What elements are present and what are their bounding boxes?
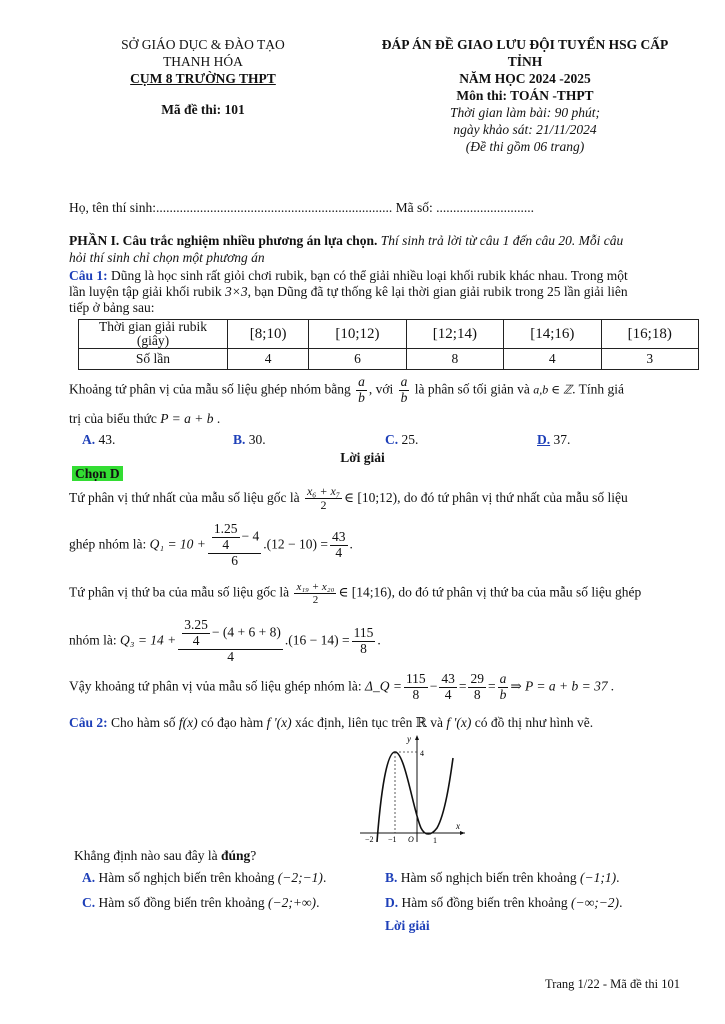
option-end: . [316, 895, 320, 910]
table-count-4: 4 [504, 349, 601, 370]
s5-eq: = [458, 678, 467, 694]
s5-frac3 [468, 672, 486, 703]
s4-end: . [377, 632, 381, 648]
s4-minus: − (4 + 6 + 8) [211, 624, 281, 640]
frac-num: 3.25 [184, 617, 208, 632]
q2-text-c: xác định, liên tục trên ℝ và [291, 715, 447, 730]
s5-end: ⇒ P = a + b = 37 . [510, 678, 615, 694]
s5-a: Vậy khoảng tứ phân vị vủa mẫu số liệu ghép nhóm là: [69, 678, 366, 694]
s4-q: Q₃ = 14 + [120, 632, 177, 648]
header-right [355, 36, 695, 155]
s5-minus: − [429, 678, 438, 694]
header-subject: Môn thi: TOÁN -THPT [456, 88, 594, 103]
q2-ask-bold: đúng [220, 848, 251, 863]
s1-b: , do đó tứ phân vị thứ nhất của mẫu số liệu [397, 489, 628, 505]
x-axis-label: x [456, 821, 460, 831]
frac-num: 43 [332, 528, 346, 544]
s4-big-frac [178, 618, 283, 665]
frac-den: b [499, 686, 507, 702]
q2-label: Câu 2: [69, 715, 108, 730]
q2-fpx: f '(x) [266, 715, 292, 730]
table-interval-4: [14;16) [504, 320, 601, 349]
q2-text-d: có đồ thị như hình vẽ. [471, 715, 594, 730]
choose-label: Chọn D [72, 466, 123, 481]
frac-den: 8 [473, 686, 481, 702]
frac-den: b [400, 389, 408, 405]
s4-a: nhóm là: [69, 632, 120, 648]
frac-den: 2 [312, 594, 319, 607]
option-key: A. [82, 432, 96, 447]
q1-line1: Dũng là học sinh rất giỏi chơi rubik, bạn có thể giải nhiều loại khối rubik khác nhau. Trong một [107, 268, 628, 283]
s2-q: Q₁ = 10 + [149, 536, 206, 552]
option-text: Hàm số nghịch biến trên khoảng [95, 870, 278, 885]
option-key: B. [233, 432, 246, 447]
frac-num: 29 [470, 671, 484, 686]
q1-solution-title: Lời giải [340, 450, 385, 465]
q1-solution-line5 [69, 672, 614, 703]
frac-den: 4 [227, 648, 234, 664]
table-interval-2: [10;12) [309, 320, 406, 349]
header-title-line2: TỈNH [507, 54, 543, 69]
frac-den: 8 [360, 640, 367, 656]
frac-num: 43 [441, 671, 455, 686]
option-interval: (−1;1) [579, 870, 617, 885]
s5-frac1 [404, 672, 428, 703]
q1-solution-line1 [69, 485, 628, 512]
q1-option-a[interactable] [82, 432, 115, 448]
option-interval: (−∞;−2) [570, 895, 620, 910]
part1-title: PHẦN I. Câu trắc nghiệm nhiều phương án lựa chọn. [69, 233, 378, 248]
frac-num: a [358, 374, 365, 389]
q2-solution-title: Lời giải [385, 918, 430, 933]
q2-option-c[interactable] [82, 895, 319, 911]
s3-frac [294, 581, 336, 606]
table-count-1: 4 [228, 349, 309, 370]
frac-den: 4 [222, 536, 230, 552]
q2-option-a[interactable] [82, 870, 326, 886]
q1-choose-badge [72, 466, 123, 482]
option-key: D. [537, 432, 551, 447]
s5-frac2 [439, 672, 457, 703]
q1-ask-d: . Tính giá [572, 381, 624, 397]
s3-b: , do đó tứ phân vị thứ ba của mẫu số liệu ghép [391, 584, 642, 600]
frac-num: x₆ + x₇ [306, 484, 341, 498]
table-interval-5: [16;18) [601, 320, 698, 349]
q2-option-d[interactable] [385, 895, 622, 911]
q2-text-a: Cho hàm số [107, 715, 179, 730]
derivative-graph [355, 730, 470, 845]
s2-inner-frac [212, 522, 240, 553]
header-code: Mã đề thi: 101 [161, 102, 245, 117]
q1-solution-line3 [69, 581, 641, 606]
option-text: Hàm số đồng biến trên khoảng [95, 895, 268, 910]
s5-frac4 [498, 672, 509, 703]
header-title-line1: ĐÁP ÁN ĐỀ GIAO LƯU ĐỘI TUYỂN HSG CẤP [381, 37, 669, 52]
table-count-5: 3 [601, 349, 698, 370]
header-date: ngày khảo sát: 21/11/2024 [453, 122, 597, 137]
frac-den: 8 [412, 686, 420, 702]
s3-in: ∈ [14;16) [338, 584, 392, 600]
s2-res-frac [330, 530, 348, 561]
table-interval-3: [12;14) [406, 320, 503, 349]
page-footer: Trang 1/22 - Mã đề thi 101 [545, 977, 680, 991]
q2-option-b[interactable] [385, 870, 619, 886]
frac-num: x₁₉ + x₂₀ [296, 581, 335, 593]
header-left [88, 36, 318, 118]
frac-num: a [499, 671, 507, 686]
rubik-time-table [78, 319, 699, 370]
s2-big-frac [208, 522, 261, 569]
table-count-3: 8 [406, 349, 503, 370]
q1-line2b: , bạn Dũng đã tự thống kê lại thời gian giải rubik trong 25 lần giải liên [247, 284, 628, 299]
s5-eq2: = [487, 678, 496, 694]
frac-den: 6 [231, 552, 238, 568]
q1-label: Câu 1: [69, 268, 108, 283]
q1-ask-line2 [69, 411, 220, 427]
option-text: 30. [245, 432, 266, 447]
q1-ask-cond: a,b ∈ ℤ [533, 382, 573, 397]
option-text: 43. [95, 432, 116, 447]
s2-a: ghép nhóm là: [69, 536, 150, 552]
option-key: C. [385, 432, 399, 447]
frac-num: a [400, 374, 408, 389]
header-dept: SỞ GIÁO DỤC & ĐÀO TẠO [121, 37, 285, 52]
s2-minus: − 4 [241, 528, 260, 544]
s5-delta: Δ_Q = [365, 678, 402, 694]
tick-x-1: 1 [433, 836, 437, 845]
q1-ask-a: Khoảng tứ phân vị của mẫu số liệu ghép nhóm bằng [69, 381, 355, 397]
part1-instruction-1: Thí sinh trả lời từ câu 1 đến câu 20. Mỗi câu [377, 233, 624, 248]
part1-heading [69, 232, 709, 266]
table-header-time-a: Thời gian giải rubik [99, 319, 207, 334]
s1-in: ∈ [10;12) [344, 489, 398, 505]
frac-den: 4 [444, 686, 452, 702]
frac-den: 2 [320, 498, 327, 513]
s4-big-num [178, 618, 283, 650]
table-row [79, 349, 699, 370]
header-year: NĂM HỌC 2024 -2025 [459, 71, 591, 86]
q1-ask-b: , với [368, 381, 397, 397]
tick-x-neg1: −1 [388, 835, 397, 844]
option-text: 25. [398, 432, 419, 447]
q2-ask-b: ? [250, 848, 257, 863]
q1-ask-line2-b: . [213, 411, 221, 426]
frac-den: 4 [335, 544, 343, 560]
s1-frac [305, 485, 342, 512]
frac-den: b [358, 389, 365, 405]
s4-inner-frac [182, 618, 210, 649]
q2-text-b: có đạo hàm [197, 715, 267, 730]
origin-label: O [408, 835, 414, 844]
option-key: D. [385, 895, 399, 910]
option-text: 37. [550, 432, 571, 447]
frac-den: 4 [192, 632, 200, 648]
option-text: Hàm số đồng biến trên khoảng [398, 895, 571, 910]
frac-num: 1.25 [213, 521, 238, 536]
header-time: Thời gian làm bài: 90 phút; [449, 105, 601, 120]
q1-option-b[interactable] [233, 432, 266, 448]
q1-stem [69, 268, 709, 316]
s2-end: . [349, 536, 353, 552]
option-interval: (−2;+∞) [267, 895, 317, 910]
q1-solution-line2 [69, 522, 353, 569]
q1-ask-frac2 [399, 375, 410, 406]
option-key: A. [82, 870, 96, 885]
s3-a: Tứ phân vị thứ ba của mẫu số liệu gốc là [69, 584, 293, 600]
q2-fx: f(x) [178, 715, 198, 730]
q1-math-3x3: 3×3 [224, 284, 248, 299]
s2-big-num [208, 522, 261, 554]
q1-ask-c: là phân số tối giản và [411, 381, 534, 397]
table-header-time-b: (giây) [136, 333, 170, 348]
q2-fpx2: f '(x) [446, 715, 472, 730]
table-count-2: 6 [309, 349, 406, 370]
s2-mult: .(12 − 10) = [263, 536, 329, 552]
q2-stem [69, 715, 593, 731]
table-interval-1: [8;10) [228, 320, 309, 349]
option-key: C. [82, 895, 96, 910]
q1-ask-line1 [69, 375, 624, 406]
option-end: . [619, 895, 623, 910]
q2-ask-a: Khẳng định nào sau đây là [74, 848, 221, 863]
q2-ask [74, 848, 256, 864]
fprime-curve [377, 752, 453, 842]
s1-a: Tứ phân vị thứ nhất của mẫu số liệu gốc là [69, 489, 303, 505]
q1-ask-line2-a: trị của biểu thức [69, 411, 161, 426]
option-text: Hàm số nghịch biến trên khoảng [397, 870, 580, 885]
y-axis-arrow [415, 735, 419, 740]
frac-num: 115 [353, 624, 374, 640]
q1-line3: tiếp ở bảng sau: [69, 300, 155, 315]
frac-num: 115 [405, 671, 426, 686]
q1-option-c[interactable] [385, 432, 418, 448]
student-info-line: Họ, tên thí sinh:...................................................................... Mã số: ............................. [69, 200, 534, 215]
q1-solution-line4 [69, 618, 381, 665]
s4-mult: .(16 − 14) = [284, 632, 350, 648]
option-end: . [322, 870, 327, 885]
table-header-time [79, 320, 228, 349]
s4-res-frac [352, 626, 376, 657]
q1-option-d[interactable] [537, 432, 570, 448]
option-interval: (−2;−1) [277, 870, 323, 885]
option-end: . [616, 870, 620, 885]
option-key: B. [385, 870, 398, 885]
header-province: THANH HÓA [163, 54, 243, 69]
q1-ask-frac1 [356, 375, 367, 406]
table-header-count: Số lần [79, 349, 228, 370]
q1-ask-expr: P = a + b [160, 411, 214, 426]
y-axis-label: y [407, 734, 411, 744]
q1-line2a: lần luyện tập giải khối rubik [69, 284, 225, 299]
header-cluster: CỤM 8 TRƯỜNG THPT [130, 71, 276, 86]
x-axis-arrow [460, 831, 465, 835]
table-row [79, 320, 699, 349]
tick-y-4: 4 [420, 749, 424, 758]
part1-instruction-2: hỏi thí sinh chỉ chọn một phương án [69, 250, 265, 265]
header-pages: (Đề thi gồm 06 trang) [465, 139, 585, 154]
tick-x-neg2: −2 [365, 835, 374, 844]
